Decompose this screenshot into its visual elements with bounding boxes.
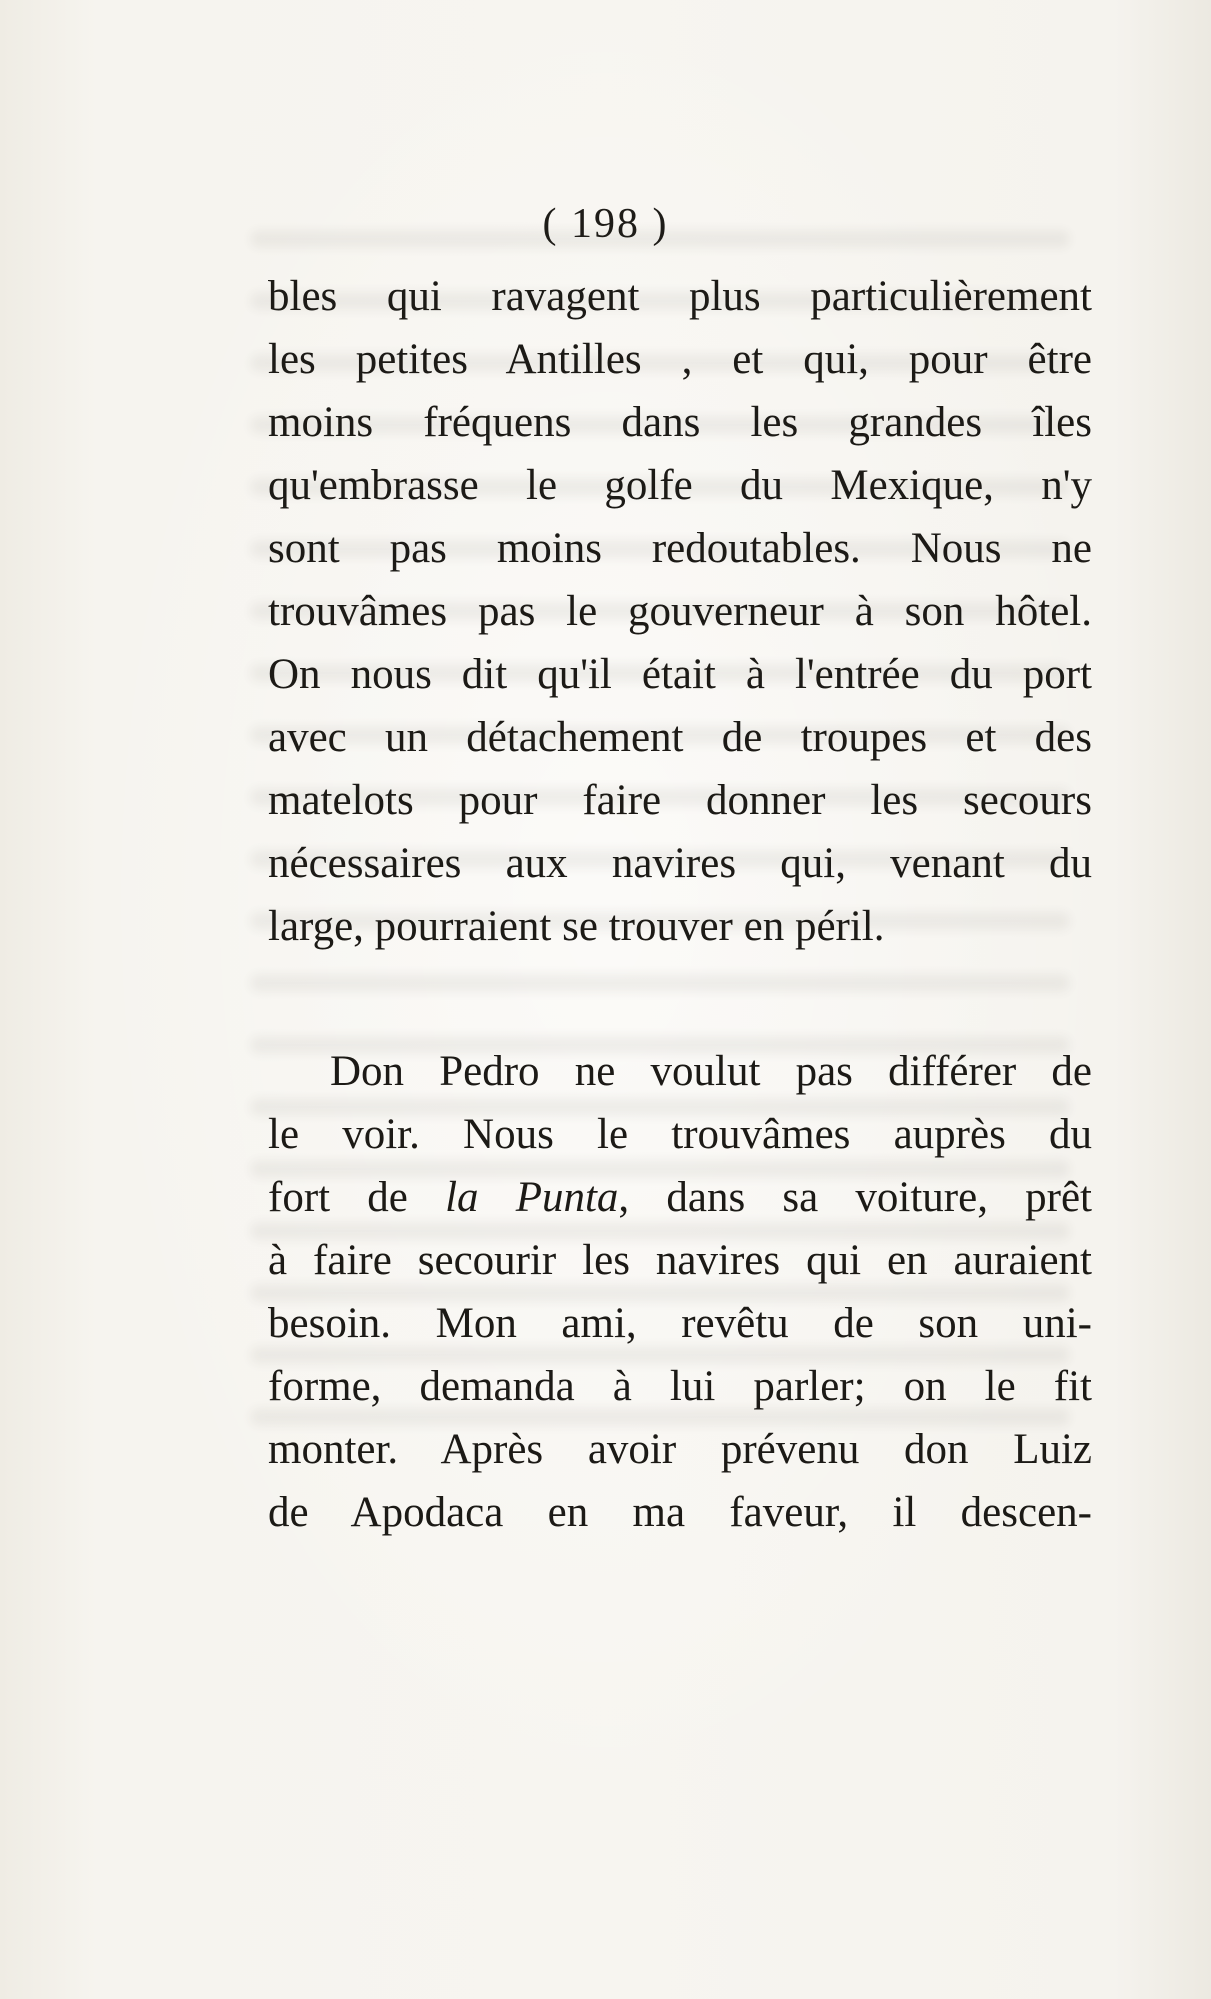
text-line: nécessaires aux navires qui, venant du bbox=[268, 840, 1092, 887]
text-line: les petites Antilles , et qui, pour être bbox=[268, 336, 1092, 383]
text-line: moins fréquens dans les grandes îles bbox=[268, 399, 1092, 446]
text-line: à faire secourir les navires qui en auraient bbox=[268, 1237, 1092, 1284]
text-line: bles qui ravagent plus particulièrement bbox=[268, 273, 1092, 320]
text-line: large, pourraient se trouver en péril. bbox=[268, 903, 885, 950]
text-line: Don Pedro ne voulut pas différer de bbox=[330, 1048, 1092, 1095]
text-segment: , dans sa voiture, prêt bbox=[618, 1174, 1092, 1221]
page-number: ( 198 ) bbox=[542, 201, 669, 247]
text-line: le voir. Nous le trouvâmes auprès du bbox=[268, 1111, 1092, 1158]
text-line: On nous dit qu'il était à l'entrée du port bbox=[268, 651, 1092, 698]
paragraph-2 bbox=[268, 1040, 1092, 1544]
text-line-with-italic bbox=[268, 1166, 1092, 1229]
text-line: trouvâmes pas le gouverneur à son hôtel. bbox=[268, 588, 1092, 635]
text-line: avec un détachement de troupes et des bbox=[268, 714, 1092, 761]
text-line: besoin. Mon ami, revêtu de son uni- bbox=[268, 1300, 1092, 1347]
paragraph-1 bbox=[268, 265, 1092, 958]
text-line: matelots pour faire donner les secours bbox=[268, 777, 1092, 824]
text-line: qu'embrasse le golfe du Mexique, n'y bbox=[268, 462, 1092, 509]
text-line: de Apodaca en ma faveur, il descen- bbox=[268, 1489, 1092, 1536]
italic-place-name: la Punta bbox=[445, 1174, 619, 1221]
text-segment: fort de bbox=[268, 1174, 446, 1221]
text-line: sont pas moins redoutables. Nous ne bbox=[268, 525, 1092, 572]
text-line: forme, demanda à lui parler; on le fit bbox=[268, 1363, 1092, 1410]
text-line: monter. Après avoir prévenu don Luiz bbox=[268, 1426, 1092, 1473]
